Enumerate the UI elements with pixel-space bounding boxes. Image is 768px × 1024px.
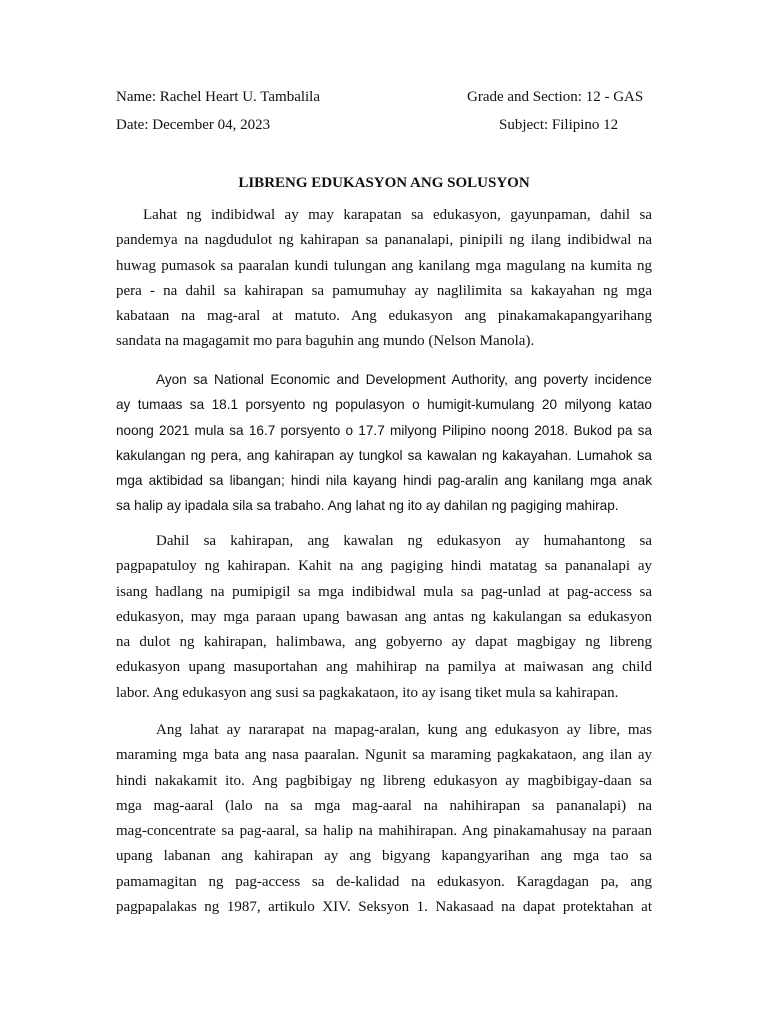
paragraph-3 bbox=[116, 529, 652, 706]
paragraph-line: Ang lahat ay nararapat na mapag-aralan, kung ang edukasyon ay libre, mas bbox=[156, 722, 652, 738]
paragraph-line: maraming mga bata ang nasa paaralan. Ngunit sa maraming pagkakataon, ang ilan ay bbox=[116, 747, 652, 764]
student-name: Name: Rachel Heart U. Tambalila bbox=[116, 89, 321, 105]
paragraph-line: pagpapalakas ng 1987, artikulo XIV. Seksyon 1. Nakasaad na dapat protektahan at bbox=[116, 899, 652, 916]
paragraph-line: Ayon sa National Economic and Development Authority, ang poverty incidence bbox=[156, 372, 652, 387]
document-date: Date: December 04, 2023 bbox=[116, 117, 271, 133]
paragraph-line: sa halip ay ipadala sila sa trabaho. Ang lahat ng ito ay dahilan ng pagiging mahirap. bbox=[116, 498, 619, 514]
paragraph-line: noong 2021 mula sa 16.7 porsyento o 17.7 milyong Pilipino noong 2018. Bukod pa sa bbox=[116, 422, 652, 438]
paragraph-line: kabataan na mag-aral at matuto. Ang edukasyon ang pinakamakapangyarihang bbox=[116, 308, 652, 325]
paragraph-line: Lahat ng indibidwal ay may karapatan sa edukasyon, gayunpaman, dahil sa bbox=[143, 207, 652, 223]
paragraph-line: isang hadlang na pumipigil sa mga indibidwal mula sa pag-unlad at pag-access sa bbox=[116, 583, 652, 600]
paragraph-1 bbox=[116, 203, 652, 355]
paragraph-4 bbox=[116, 718, 652, 920]
paragraph-line: hindi nakakamit ito. Ang pagbibigay ng libreng edukasyon ay magbibigay-daan sa bbox=[116, 772, 652, 789]
paragraph-line: pamamagitan ng pag-access sa de-kalidad na edukasyon. Karagdagan pa, ang bbox=[116, 873, 652, 890]
paragraph-line: Dahil sa kahirapan, ang kawalan ng edukasyon ay humahantong sa bbox=[156, 533, 652, 549]
paragraph-2 bbox=[116, 367, 652, 519]
essay-title: LIBRENG EDUKASYON ANG SOLUSYON bbox=[238, 175, 530, 191]
paragraph-line: upang labanan ang kahirapan ay ang bigyang kapangyarihan ang mga tao sa bbox=[116, 848, 652, 865]
paragraph-line: edukasyon, may mga paraan upang bawasan ang antas ng kakulangan sa edukasyon bbox=[116, 608, 652, 625]
paragraph-line: na dulot ng kahirapan, halimbawa, ang gobyerno ay dapat magbigay ng libreng bbox=[116, 634, 652, 651]
paragraph-line: edukasyon upang masuportahan ang mahihirap na pamilya at maiwasan ang child bbox=[116, 659, 652, 676]
paragraph-line: pagpapatuloy ng kahirapan. Kahit na ang pagiging hindi matatag sa pananalapi ay bbox=[116, 558, 652, 575]
paragraph-line: pandemya na nagdudulot ng kahirapan sa pananalapi, pinipili ng ilang indibidwal na bbox=[116, 232, 652, 249]
paragraph-line: kakulangan ng pera, ang kahirapan ay tungkol sa kawalan ng kakayahan. Lumahok sa bbox=[116, 447, 652, 463]
paragraph-line: mga mag-aaral (lalo na sa mga mag-aaral na nahihirapan sa pananalapi) na bbox=[116, 797, 652, 814]
paragraph-line: mga aktibidad sa libangan; hindi nila kayang hindi pag-aralin ang kanilang mga anak bbox=[116, 473, 652, 489]
paragraph-line: mag-concentrate sa pag-aaral, sa halip na mahihirapan. Ang pinakamahusay na paraan bbox=[116, 823, 652, 840]
paragraph-line: ay tumaas sa 18.1 porsyento ng populasyon o humigit-kumulang 20 milyong katao bbox=[116, 397, 652, 413]
paragraph-line: sandata na magagamit mo para baguhin ang mundo (Nelson Manola). bbox=[116, 333, 535, 350]
grade-section: Grade and Section: 12 - GAS bbox=[467, 89, 644, 105]
paragraph-line: pera - na dahil sa kahirapan sa pamumuhay ay naglilimita sa kakayahan ng mga bbox=[116, 282, 652, 299]
paragraph-line: labor. Ang edukasyon ang susi sa pagkakataon, ito ay isang tiket mula sa kahirapan. bbox=[116, 684, 619, 701]
paragraph-line: huwag pumasok sa paaralan kundi tulungan ang kanilang mga magulang na kumita ng bbox=[116, 257, 652, 274]
subject: Subject: Filipino 12 bbox=[499, 117, 619, 133]
